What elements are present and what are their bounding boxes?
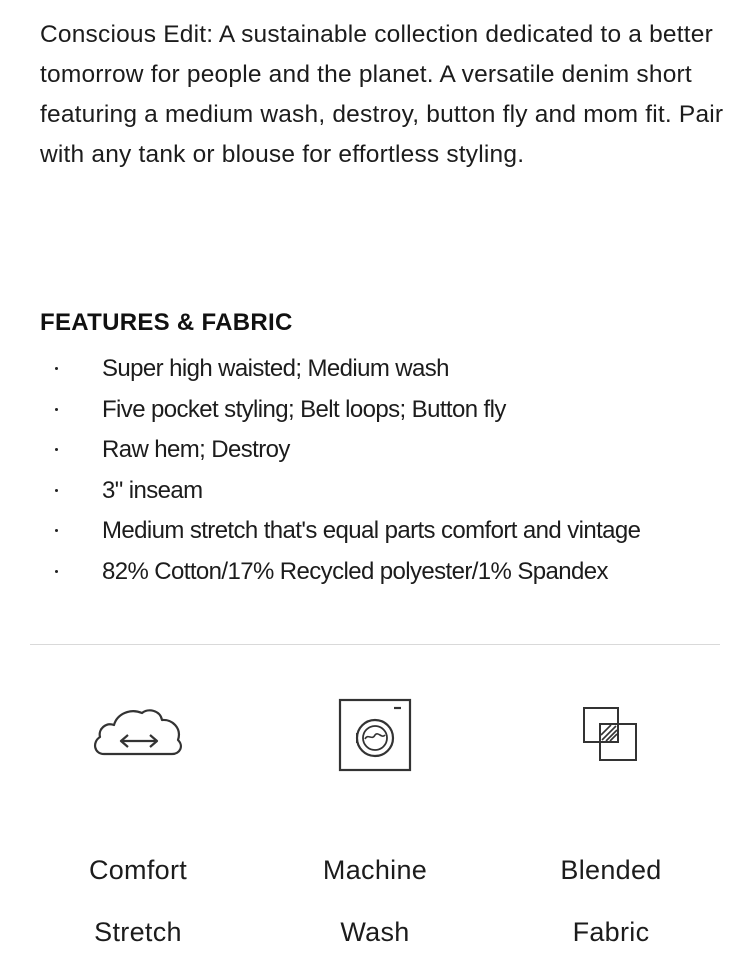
feature-text: Medium stretch that's equal parts comfort and vintage [102,517,641,544]
care-label-comfort-stretch [58,824,218,979]
care-label-line: Fabric [572,917,650,947]
care-label-line: Blended [560,855,662,885]
product-description: Conscious Edit: A sustainable collection dedicated to a better tomorrow for people and the planet. A versatile denim short featuring a medium wash, destroy, button fly and mom fit. Pair with any tank or blouse for effortless styling. [40,21,724,168]
features-list [0,349,750,592]
feature-text: Super high waisted; Medium wash [102,355,449,382]
cloud-stretch-icon [78,690,198,780]
care-label-line: Wash [340,917,410,947]
section-divider [30,644,720,645]
care-label-blended-fabric [531,824,691,979]
washing-machine-icon [315,690,435,780]
care-label-line: Machine [322,855,428,885]
list-item [0,552,750,593]
list-item [0,511,750,552]
care-label-line: Comfort [88,855,188,885]
list-item [0,390,750,431]
list-item [0,430,750,471]
bullet-icon [55,529,58,532]
list-item [0,349,750,390]
features-heading: FEATURES & FABRIC [40,309,293,336]
care-label-machine-wash [295,824,455,979]
feature-text: 3" inseam [102,476,203,504]
bullet-icon [55,448,58,451]
bullet-icon [55,570,58,573]
feature-text: 82% Cotton/17% Recycled polyester/1% Spandex [102,557,608,585]
bullet-icon [55,367,58,370]
bullet-icon [55,489,58,492]
list-item [0,471,750,512]
feature-text: Raw hem; Destroy [102,436,290,463]
bullet-icon [55,408,58,411]
feature-text: Five pocket styling; Belt loops; Button fly [102,395,506,423]
blended-fabric-icon [551,690,671,780]
care-label-line: Stretch [94,917,182,947]
